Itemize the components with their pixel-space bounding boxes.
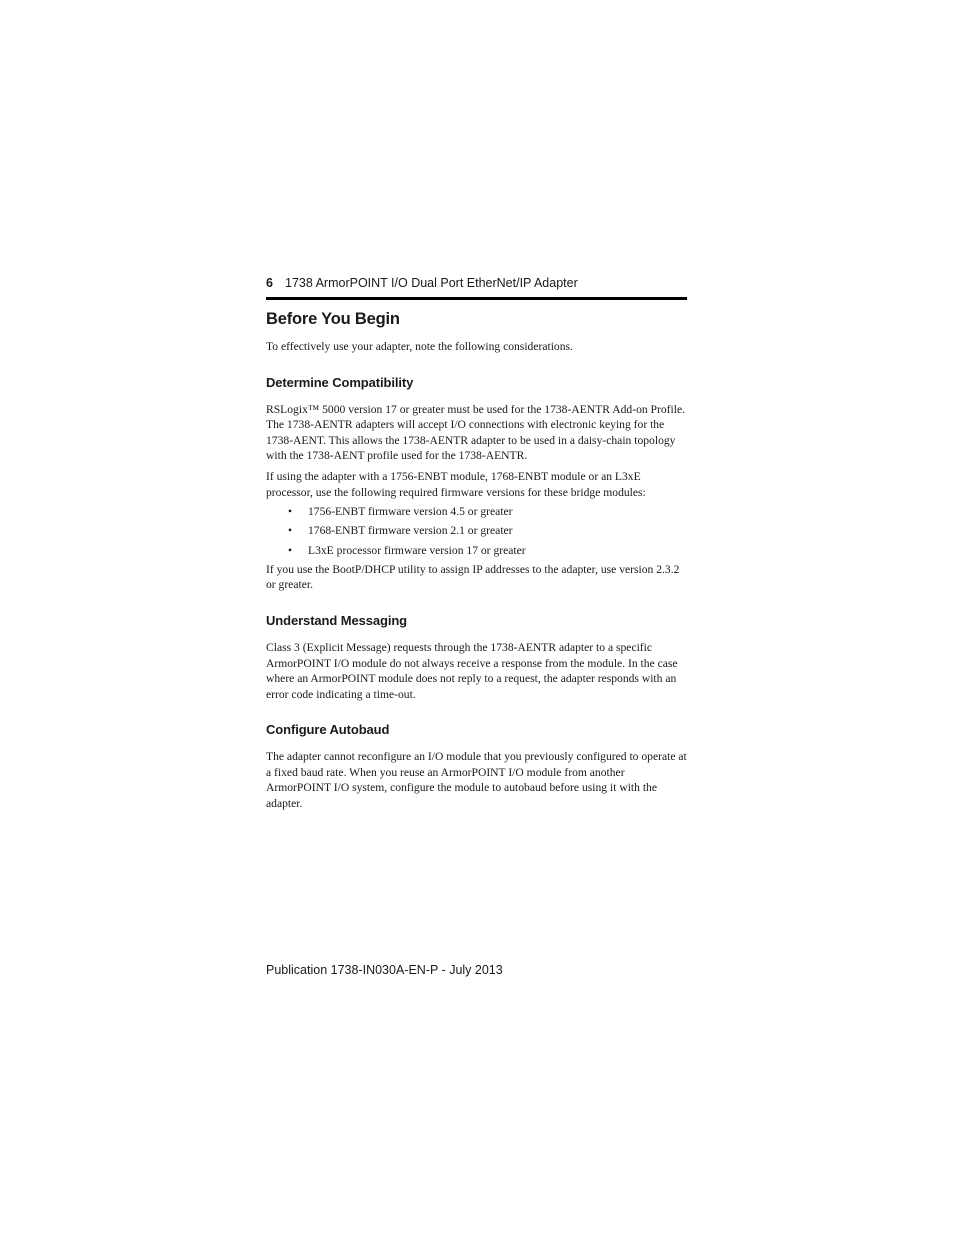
page-number: 6	[266, 276, 273, 290]
intro-paragraph: To effectively use your adapter, note the following considerations.	[266, 340, 573, 353]
compatibility-paragraph-1: RSLogix™ 5000 version 17 or greater must be used for the 1738-AENTR Add-on Profile. The 1738-AENTR adapters will accept I/O connections with electronic keying for the 1738-AENT. This allows the 1738-AENTR adapter to be used in a daisy-chain topology with the 1738-AENT profile used for the 1738-AENTR.	[266, 402, 686, 463]
autobaud-paragraph: The adapter cannot reconfigure an I/O module that you previously configured to operate at a fixed baud rate. When you reuse an ArmorPOINT I/O module from another ArmorPOINT I/O system, configure the module to autobaud before using it with the adapter.	[266, 750, 687, 811]
heading-understand-messaging: Understand Messaging	[266, 612, 408, 628]
document-page	[266, 0, 687, 1235]
heading-determine-compatibility: Determine Compatibility	[266, 374, 414, 390]
section-title: Before You Begin	[266, 310, 400, 328]
heading-configure-autobaud: Configure Autobaud	[266, 722, 390, 738]
header-title: 1738 ArmorPOINT I/O Dual Port EtherNet/IP Adapter	[285, 276, 578, 290]
list-item: • 1768-ENBT firmware version 2.1 or greater	[266, 523, 687, 539]
list-item: • 1756-ENBT firmware version 4.5 or greater	[266, 504, 687, 520]
running-header	[266, 273, 687, 293]
messaging-paragraph: Class 3 (Explicit Message) requests through the 1738-AENTR adapter to a specific ArmorPOINT I/O module do not always receive a response from the module. In the case where an ArmorPOINT module does not reply to a request, the adapter responds with an error code indicating a time-out.	[266, 640, 678, 701]
compatibility-paragraph-2: If using the adapter with a 1756-ENBT module, 1768-ENBT module or an L3xE processor, use the following required firmware versions for these bridge modules:	[266, 469, 646, 499]
publication-footer: Publication 1738-IN030A-EN-P - July 2013	[266, 963, 503, 977]
list-item: • L3xE processor firmware version 17 or greater	[266, 543, 687, 559]
header-rule	[266, 297, 687, 300]
firmware-list	[266, 504, 687, 558]
main-content	[266, 308, 687, 812]
compatibility-paragraph-3: If you use the BootP/DHCP utility to assign IP addresses to the adapter, use version 2.3.2 or greater.	[266, 562, 680, 592]
